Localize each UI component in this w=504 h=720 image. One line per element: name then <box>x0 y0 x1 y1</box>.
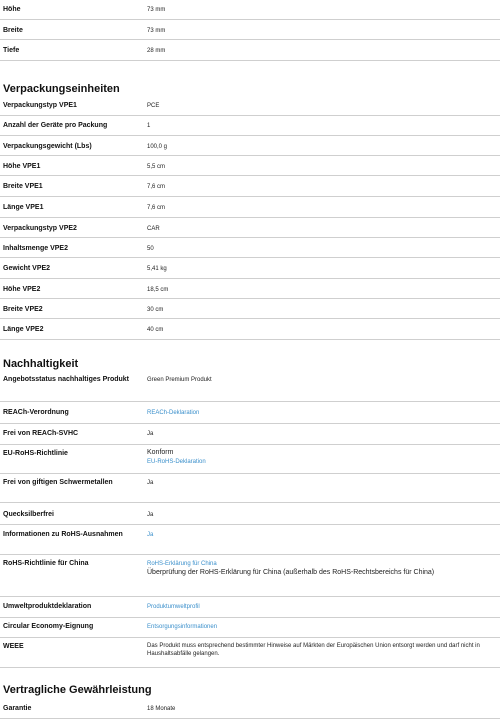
spec-value: Green Premium Produkt <box>147 377 212 383</box>
spec-value: 18 Monate <box>147 706 176 712</box>
spec-row <box>0 135 500 156</box>
spec-key: Angebotsstatus nachhaltiges Produkt <box>3 376 130 383</box>
spec-key: Breite <box>3 27 23 34</box>
spec-key: Höhe <box>3 6 21 13</box>
spec-row-hoehe <box>0 0 500 20</box>
spec-key: Garantie <box>3 705 32 712</box>
spec-value: 73 mm <box>147 7 166 13</box>
spec-value: PCE <box>147 103 160 109</box>
spec-key: Tiefe <box>3 47 20 54</box>
spec-value: Ja <box>147 512 154 518</box>
spec-value: 28 mm <box>147 48 166 54</box>
spec-row <box>0 423 500 445</box>
section-heading-packaging: Verpackungseinheiten <box>3 83 120 95</box>
spec-value: Ja <box>147 480 154 486</box>
spec-key: WEEE <box>3 643 24 650</box>
spec-value: Ja <box>147 431 154 437</box>
spec-row <box>0 278 500 299</box>
spec-key: Länge VPE1 <box>3 204 44 211</box>
spec-value: 5,41 kg <box>147 266 167 272</box>
spec-key: Höhe VPE2 <box>3 286 41 293</box>
spec-row <box>0 155 500 176</box>
spec-key: Verpackungstyp VPE2 <box>3 225 77 232</box>
spec-value: Das Produkt muss entsprechend bestimmter Hinweise auf Märkten der Europäischen Union entsorgt werden und darf nicht in Haushaltsabfälle gelangen. <box>147 643 480 657</box>
spec-row <box>0 237 500 258</box>
spec-key: Inhaltsmenge VPE2 <box>3 245 68 252</box>
spec-row-tiefe <box>0 39 500 61</box>
spec-row <box>0 257 500 279</box>
spec-value: 50 <box>147 246 154 252</box>
product-environmental-profile-link[interactable]: Produktumweltprofil <box>147 604 200 610</box>
reach-declaration-link[interactable]: REACh-Deklaration <box>147 410 200 416</box>
spec-key: Circular Economy-Eignung <box>3 623 94 630</box>
spec-row <box>0 617 500 638</box>
spec-value: Konform <box>147 449 174 456</box>
spec-value: 7,6 cm <box>147 205 166 211</box>
spec-row <box>0 554 500 597</box>
spec-row <box>0 401 500 424</box>
spec-row <box>0 637 500 668</box>
spec-row <box>0 502 500 525</box>
spec-key: Verpackungsgewicht (Lbs) <box>3 143 92 150</box>
spec-key: Frei von REACh-SVHC <box>3 430 79 437</box>
spec-key: Breite VPE1 <box>3 183 43 190</box>
spec-row <box>0 115 500 136</box>
spec-row <box>0 175 500 197</box>
section-heading-warranty: Vertragliche Gewährleistung <box>3 684 152 696</box>
spec-key: Informationen zu RoHS-Ausnahmen <box>3 531 123 538</box>
spec-row <box>0 444 500 474</box>
spec-row <box>0 217 500 238</box>
spec-row <box>0 96 500 116</box>
china-rohs-declaration-link[interactable]: RoHS-Erklärung für China <box>147 561 217 567</box>
spec-key: Gewicht VPE2 <box>3 265 51 272</box>
spec-key: RoHS-Richtlinie für China <box>3 560 89 567</box>
spec-value: 7,6 cm <box>147 184 166 190</box>
eu-rohs-declaration-link[interactable]: EU-RoHS-Deklaration <box>147 459 206 465</box>
spec-value: 40 cm <box>147 327 164 333</box>
spec-value: 100,0 g <box>147 144 168 150</box>
spec-key: Quecksilberfrei <box>3 511 54 518</box>
spec-value: 73 mm <box>147 28 166 34</box>
spec-row-breite <box>0 19 500 40</box>
spec-row <box>0 524 500 555</box>
spec-key: Umweltproduktdeklaration <box>3 603 92 610</box>
spec-value: 30 cm <box>147 307 164 313</box>
spec-value: Überprüfung der RoHS-Erklärung für China (außerhalb des RoHS-Rechtsbereichs für China) <box>147 569 435 576</box>
section-heading-sustainability: Nachhaltigkeit <box>3 358 79 370</box>
spec-key: Frei von giftigen Schwermetallen <box>3 479 113 486</box>
spec-row <box>0 318 500 340</box>
spec-row <box>0 473 500 503</box>
spec-key: Breite VPE2 <box>3 306 43 313</box>
spec-key: REACh-Verordnung <box>3 409 69 416</box>
spec-key: EU-RoHS-Richtlinie <box>3 450 68 457</box>
spec-key: Anzahl der Geräte pro Packung <box>3 122 108 129</box>
spec-value: 5,5 cm <box>147 164 166 170</box>
disposal-information-link[interactable]: Entsorgungsinformationen <box>147 624 218 630</box>
spec-key: Verpackungstyp VPE1 <box>3 102 77 109</box>
spec-row <box>0 298 500 319</box>
spec-row <box>0 596 500 618</box>
spec-value: CAR <box>147 226 160 232</box>
rohs-exemptions-link[interactable]: Ja <box>147 532 154 538</box>
spec-key: Höhe VPE1 <box>3 163 41 170</box>
spec-value: 18,5 cm <box>147 287 169 293</box>
spec-row <box>0 698 500 719</box>
spec-row <box>0 372 500 402</box>
spec-value: 1 <box>147 123 151 129</box>
spec-row <box>0 196 500 218</box>
spec-key: Länge VPE2 <box>3 326 44 333</box>
